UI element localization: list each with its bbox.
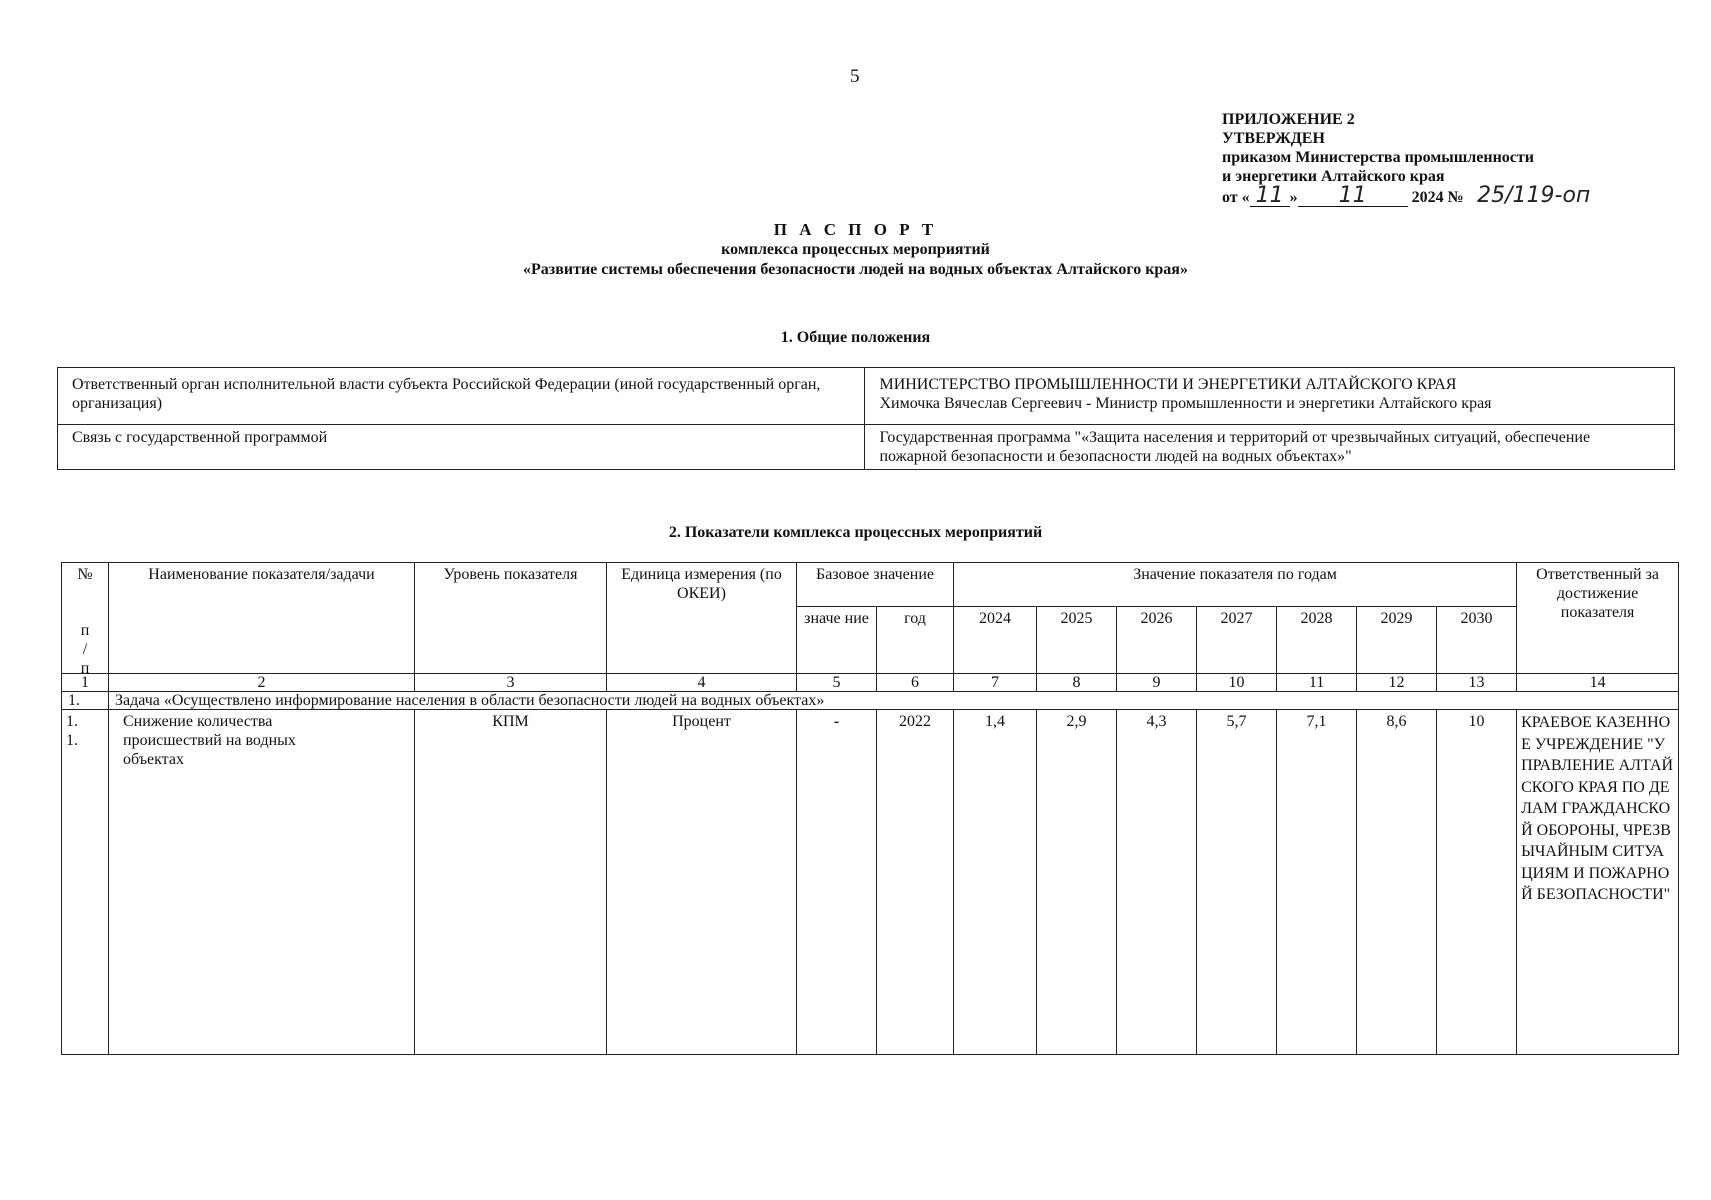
header-number-symbol: № [77,566,93,583]
approval-stamp [1222,110,1662,207]
order-year-label: 2024 № [1411,189,1464,206]
order-number: 25/119-оп [1477,183,1591,208]
general-provisions-table [57,367,1675,470]
general-value [865,368,1675,425]
column-number: 14 [1517,674,1679,692]
header-year-2026: 2026 [1117,607,1197,674]
header-base-value-value: значе ние [797,607,877,674]
indicator-row [62,710,1679,1055]
indicator-unit: Процент [607,710,797,1055]
order-date-line [1222,183,1662,208]
column-number: 6 [877,674,954,692]
indicator-value-2030: 10 [1437,710,1517,1055]
indicators-table [61,562,1679,1055]
column-number: 12 [1357,674,1437,692]
header-year-2027: 2027 [1197,607,1277,674]
column-number: 3 [415,674,607,692]
header-base-value: Базовое значение [797,563,954,607]
header-indicator-level: Уровень показателя [415,563,607,674]
header-year-2030: 2030 [1437,607,1517,674]
appendix-label: ПРИЛОЖЕНИЕ 2 [1222,111,1355,128]
header-base-value-year: год [877,607,954,674]
general-row-program [58,425,1675,470]
minister-name: Химочка Вячеслав Сергеевич - Министр промышленности и энергетики Алтайского края [879,395,1492,412]
ministry-name: МИНИСТЕРСТВО ПРОМЫШЛЕННОСТИ И ЭНЕРГЕТИКИ АЛТАЙСКОГО КРАЯ [879,376,1457,393]
order-day: 11 [1250,186,1290,207]
column-number: 10 [1197,674,1277,692]
header-values-by-year: Значение показателя по годам [954,563,1517,607]
column-number: 9 [1117,674,1197,692]
date-mid: » [1289,189,1298,206]
indicator-number: 1. 1. [62,710,109,1055]
column-number: 13 [1437,674,1517,692]
general-label: Связь с государственной программой [58,425,865,470]
approved-label: УТВЕРЖДЕН [1222,130,1325,147]
column-number: 7 [954,674,1037,692]
task-row [62,692,1679,710]
indicator-base-value: - [797,710,877,1055]
indicator-value-2026: 4,3 [1117,710,1197,1055]
column-number: 11 [1277,674,1357,692]
indicator-value-2025: 2,9 [1037,710,1117,1055]
indicator-value-2024: 1,4 [954,710,1037,1055]
general-row-responsible [58,368,1675,425]
header-unit: Единица измерения (по ОКЕИ) [607,563,797,674]
header-year-2024: 2024 [954,607,1037,674]
date-prefix: от « [1222,189,1250,206]
indicator-level: КПМ [415,710,607,1055]
document-subtitle: комплекса процессных мероприятий [721,241,990,258]
order-issuer-line1: приказом Министерства промышленности [1222,149,1534,166]
header-number [62,563,109,677]
column-number: 1 [62,674,109,692]
page-number: 5 [850,66,860,87]
indicator-name: Снижение количества происшествий на водных объектах [109,710,415,1055]
general-label: Ответственный орган исполнительной власти субъекта Российской Федерации (иной государственный орган, организация) [58,368,865,425]
header-year-2029: 2029 [1357,607,1437,674]
indicator-base-year: 2022 [877,710,954,1055]
order-month: 11 [1298,186,1408,207]
document-title: П А С П О Р Т [773,220,938,239]
column-number: 5 [797,674,877,692]
document-title-block [0,220,1711,280]
task-text: Задача «Осуществлено информирование населения в области безопасности людей на водных объектах» [109,692,1679,710]
header-responsible: Ответственный за достижение показателя [1517,563,1679,674]
section1-heading: 1. Общие положения [780,329,931,346]
indicator-responsible: КРАЕВОЕ КАЗЕННОЕ УЧРЕЖДЕНИЕ "УПРАВЛЕНИЕ АЛТАЙСКОГО КРАЯ ПО ДЕЛАМ ГРАЖДАНСКОЙ ОБОРОНЫ, ЧРЕЗВЫЧАЙНЫМ СИТУАЦИЯМ И ПОЖАРНОЙ БЕЗОПАСНОСТИ" [1517,710,1679,1055]
column-number: 8 [1037,674,1117,692]
header-row-1 [62,563,1679,607]
section2-heading: 2. Показатели комплекса процессных мероприятий [668,524,1043,541]
indicator-value-2027: 5,7 [1197,710,1277,1055]
header-year-2025: 2025 [1037,607,1117,674]
header-indicator-name: Наименование показателя/задачи [109,563,415,674]
document-program-name: «Развитие системы обеспечения безопасности людей на водных объектах Алтайского края» [523,261,1188,278]
column-number: 4 [607,674,797,692]
order-issuer-line2: и энергетики Алтайского края [1222,168,1445,185]
header-number-pp: п / п [80,622,90,677]
column-number: 2 [109,674,415,692]
indicator-value-2028: 7,1 [1277,710,1357,1055]
task-number: 1. [62,692,109,710]
column-number-row [62,674,1679,692]
indicator-value-2029: 8,6 [1357,710,1437,1055]
program-link-value: Государственная программа "«Защита населения и территорий от чрезвычайных ситуаций, обеспечение пожарной безопасности и безопасности людей на водных объектах»" [865,425,1675,470]
header-year-2028: 2028 [1277,607,1357,674]
